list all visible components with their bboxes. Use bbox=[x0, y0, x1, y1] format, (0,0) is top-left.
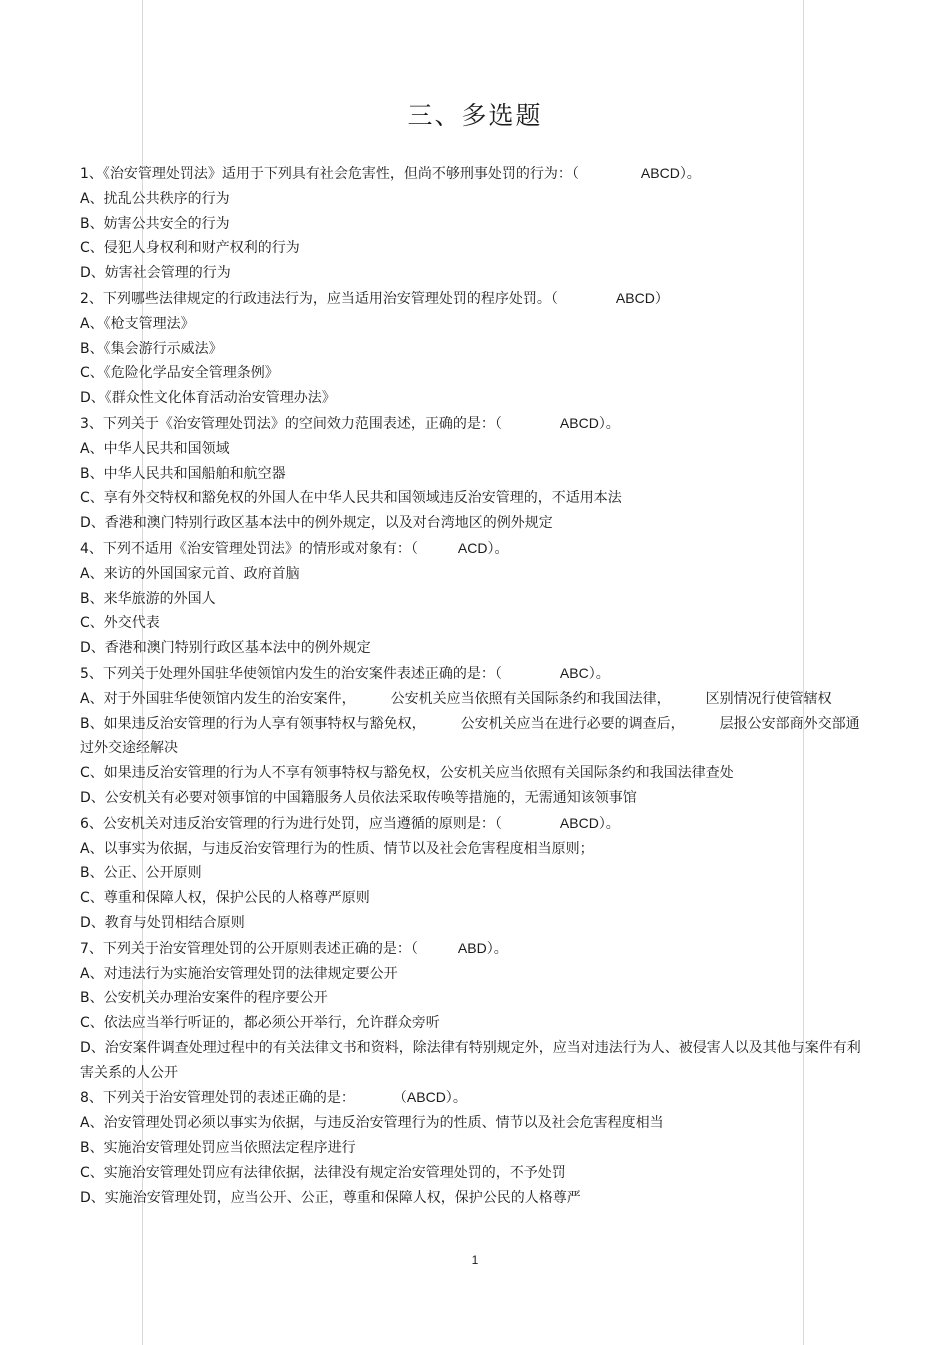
question-tail: ）。 bbox=[598, 815, 620, 832]
option-item: B、《集会游行示威法》 bbox=[80, 340, 223, 357]
option-item: D、治安案件调查处理过程中的有关法律文书和资料，除法律有特别规定外，应当对违法行为人、被侵害人以及其他与案件有利害关系的人公开 bbox=[80, 1039, 861, 1081]
answer-key: ACD bbox=[457, 539, 488, 556]
question-tail: ） bbox=[654, 290, 669, 307]
option-item: B、如果违反治安管理的行为人享有领事特权与豁免权， 公安机关应当在进行必要的调查后， 层报公安部商外交部通过外交途经解决 bbox=[80, 715, 860, 757]
question-stem bbox=[80, 161, 865, 187]
option-item: C、实施治安管理处罚应有法律依据，法律没有规定治安管理处罚的，不予处罚 bbox=[80, 1164, 566, 1181]
answer-key: ABC bbox=[559, 664, 589, 681]
answer-key: （ABCD） bbox=[392, 1089, 453, 1106]
option-item: A、对于外国驻华使领馆内发生的治安案件， 公安机关应当依照有关国际条约和我国法律， 区别情况行使管辖权 bbox=[80, 690, 832, 707]
question-tail: 。 bbox=[452, 1090, 467, 1107]
question-tail: ）。 bbox=[486, 940, 508, 957]
question-text: 2、下列哪些法律规定的行政违法行为，应当适用治安管理处罚的程序处罚。（ bbox=[80, 290, 558, 307]
option-item: D、妨害社会管理的行为 bbox=[80, 265, 231, 282]
option-item: D、实施治安管理处罚，应当公开、公正，尊重和保障人权，保护公民的人格尊严 bbox=[80, 1189, 581, 1206]
option-item: A、来访的外国国家元首、政府首脑 bbox=[80, 565, 300, 582]
option-item: A、扰乱公共秩序的行为 bbox=[80, 190, 230, 207]
question-tail: ）。 bbox=[679, 166, 701, 182]
question-tail: ）。 bbox=[487, 540, 509, 557]
question-text: 6、公安机关对违反治安管理的行为进行处罚，应当遵循的原则是：（ bbox=[80, 815, 502, 832]
page-number: 1 bbox=[471, 1253, 479, 1267]
option-item: B、妨害公共安全的行为 bbox=[80, 215, 230, 232]
question-stem bbox=[80, 1085, 865, 1111]
question-text: 4、下列不适用《治安管理处罚法》的情形或对象有：（ bbox=[80, 540, 418, 557]
option-item: A、以事实为依据，与违反治安管理行为的性质、情节以及社会危害程度相当原则； bbox=[80, 840, 594, 857]
answer-key: ABCD bbox=[559, 814, 599, 831]
option-item: C、《危险化学品安全管理条例》 bbox=[80, 365, 279, 382]
option-item: B、公安机关办理治安案件的程序要公开 bbox=[80, 990, 328, 1007]
page-title: 三、多选题 bbox=[407, 101, 543, 130]
option-item: C、享有外交特权和豁免权的外国人在中华人民共和国领域违反治安管理的，不适用本法 bbox=[80, 490, 622, 507]
option-item: C、外交代表 bbox=[80, 615, 160, 632]
option-item: D、香港和澳门特别行政区基本法中的例外规定，以及对台湾地区的例外规定 bbox=[80, 515, 553, 532]
question-text: 1、《治安管理处罚法》适用于下列具有社会危害性，但尚不够刑事处罚的行为：（ bbox=[80, 166, 579, 182]
question-stem bbox=[80, 661, 865, 687]
option-item: D、《群众性文化体育活动治安管理办法》 bbox=[80, 390, 336, 407]
answer-key: ABD bbox=[457, 939, 487, 956]
question-text: 5、下列关于处理外国驻华使领馆内发生的治安案件表述正确的是：（ bbox=[80, 665, 502, 682]
question-text: 3、下列关于《治安管理处罚法》的空间效力范围表述，正确的是：（ bbox=[80, 415, 502, 432]
option-item: A、治安管理处罚必须以事实为依据，与违反治安管理行为的性质、情节以及社会危害程度相当 bbox=[80, 1115, 664, 1132]
option-item: C、如果违反治安管理的行为人不享有领事特权与豁免权，公安机关应当依照有关国际条约和我国法律查处 bbox=[80, 765, 734, 782]
answer-key: ABCD bbox=[615, 289, 655, 306]
question-text: 8、下列关于治安管理处罚的表述正确的是： bbox=[80, 1090, 355, 1107]
question-stem bbox=[80, 536, 865, 562]
option-item: A、对违法行为实施治安管理处罚的法律规定要公开 bbox=[80, 965, 398, 982]
option-item: C、依法应当举行听证的，都必须公开举行，允许群众旁听 bbox=[80, 1015, 440, 1032]
question-text: 7、下列关于治安管理处罚的公开原则表述正确的是：（ bbox=[80, 940, 418, 957]
question-stem bbox=[80, 936, 865, 962]
option-item: D、公安机关有必要对领事馆的中国籍服务人员依法采取传唤等措施的，无需通知该领事馆 bbox=[80, 789, 637, 806]
question-stem bbox=[80, 411, 865, 437]
option-item: B、实施治安管理处罚应当依照法定程序进行 bbox=[80, 1140, 356, 1157]
option-item: B、公正、公开原则 bbox=[80, 865, 202, 882]
option-item: B、中华人民共和国船舶和航空器 bbox=[80, 465, 286, 482]
question-list bbox=[80, 161, 865, 1210]
question-tail: ）。 bbox=[588, 665, 610, 682]
option-item: D、教育与处罚相结合原则 bbox=[80, 914, 245, 931]
option-item: C、侵犯人身权利和财产权利的行为 bbox=[80, 240, 300, 257]
question-stem bbox=[80, 811, 865, 837]
option-item: B、来华旅游的外国人 bbox=[80, 590, 216, 607]
option-item: D、香港和澳门特别行政区基本法中的例外规定 bbox=[80, 640, 371, 657]
answer-key: ABCD bbox=[640, 165, 680, 181]
option-item: A、《枪支管理法》 bbox=[80, 315, 195, 332]
question-tail: ）。 bbox=[598, 415, 620, 432]
question-stem bbox=[80, 286, 865, 312]
option-item: A、中华人民共和国领域 bbox=[80, 440, 230, 457]
option-item: C、尊重和保障人权，保护公民的人格尊严原则 bbox=[80, 890, 370, 907]
answer-key: ABCD bbox=[559, 414, 599, 431]
